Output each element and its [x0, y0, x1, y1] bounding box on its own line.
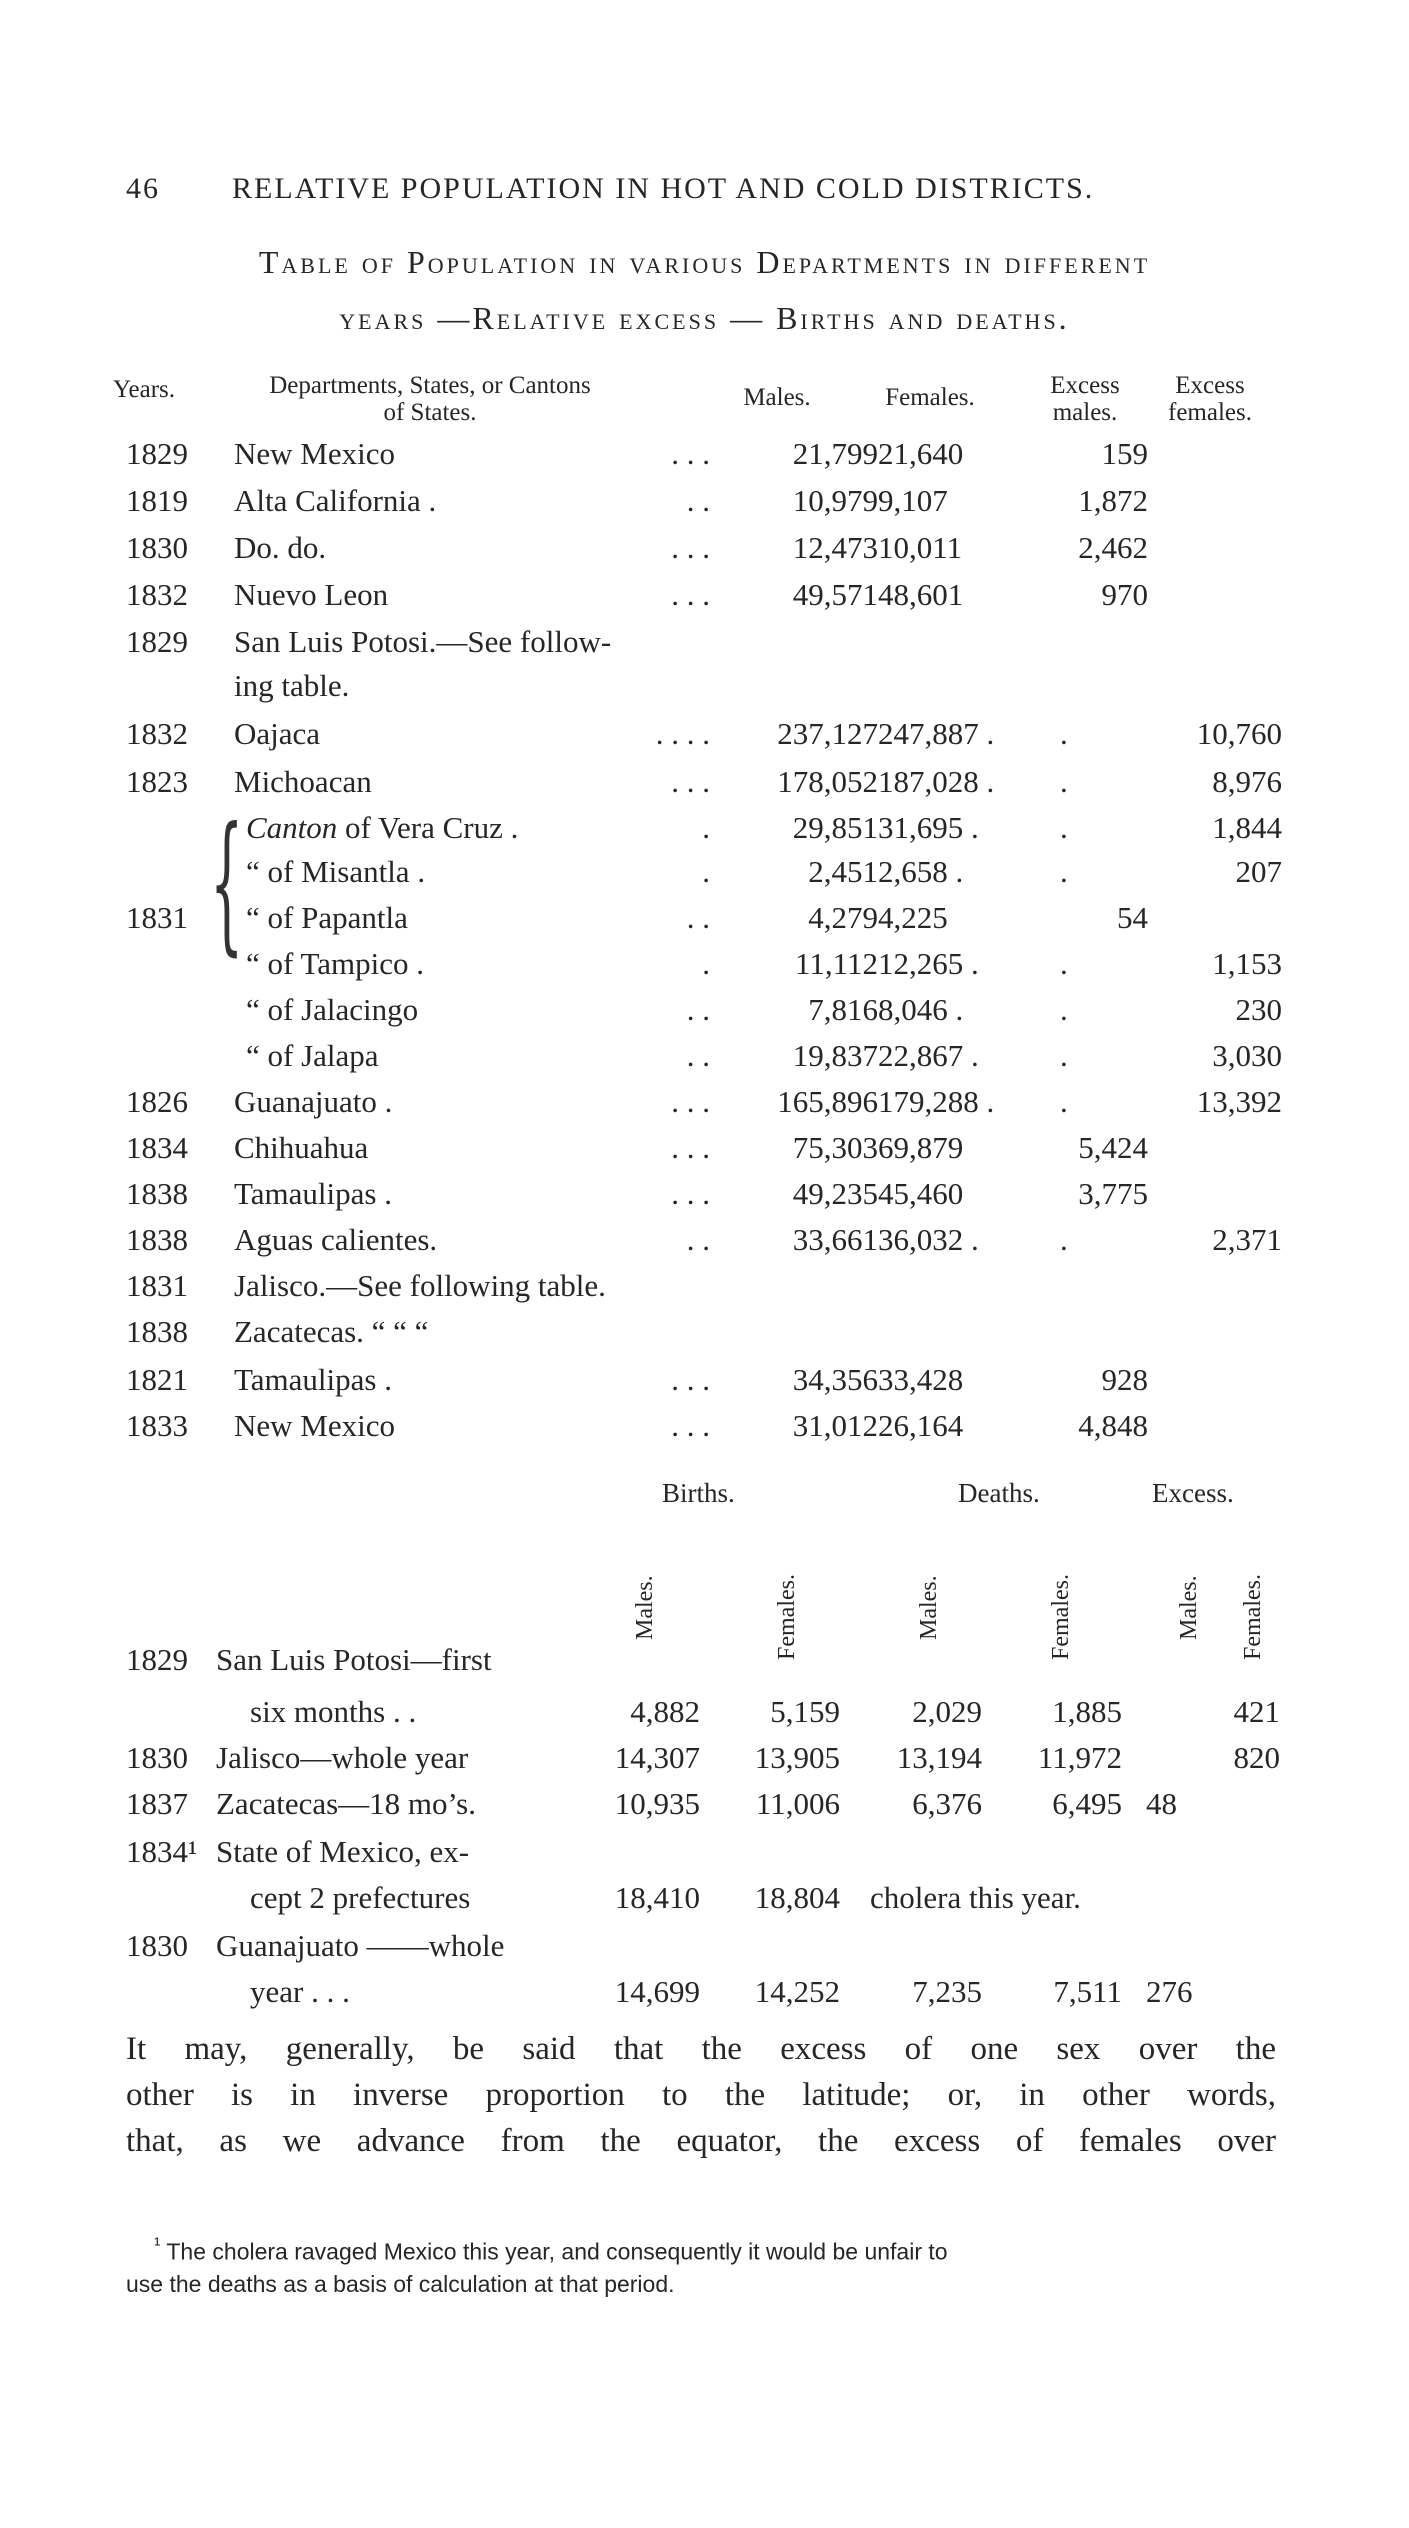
row-deaths-females: 7,511 [1053, 1974, 1122, 2009]
row-leader-dot: . [1060, 1222, 1068, 1257]
footnote-marker: ¹ [154, 2235, 161, 2256]
row-births-males: 4,882 [630, 1694, 700, 1729]
row-year: 1829 [126, 1642, 188, 1677]
row-females: 8,046 . [878, 992, 964, 1027]
row-description: State of Mexico, ex- [216, 1834, 470, 1869]
row-females: 31,695 . [878, 810, 979, 845]
col-header-excess-females-line2: females. [1168, 399, 1252, 426]
row-department: New Mexico [234, 436, 395, 471]
row-leader-dots: . . [686, 992, 710, 1027]
paragraph-line-2: other is in inverse proportion to the latitude; or, in other words, [126, 2077, 1276, 2113]
row-year: 1837 [126, 1786, 188, 1821]
row-deaths-females: 6,495 [1052, 1786, 1122, 1821]
row-department: Chihuahua [234, 1130, 369, 1165]
row-year: 1831 [126, 900, 188, 935]
row-females: 12,265 . [878, 946, 979, 981]
row-females: 2,658 . [878, 854, 964, 889]
row-year: 1821 [126, 1362, 188, 1397]
table-title-line-1: Table of Population in various Departments in different [258, 244, 1151, 280]
row-males: 2,451 [808, 854, 878, 889]
row-males: 4,279 [808, 900, 878, 935]
sub-header-excess-females: Females. [1240, 1574, 1266, 1660]
row-males: 75,303 [792, 1130, 878, 1165]
row-year: 1826 [126, 1084, 188, 1119]
row-males: 10,979 [792, 483, 878, 518]
row-leader-dots: . . . [671, 1084, 710, 1119]
row-excess-females: 820 [1233, 1740, 1280, 1775]
row-deaths-females: 1,885 [1052, 1694, 1122, 1729]
row-department: Tamaulipas . [234, 1176, 392, 1211]
row-year: 1830 [126, 1928, 188, 1963]
row-excess-females: 13,392 [1196, 1084, 1282, 1119]
row-females: 69,879 [878, 1130, 964, 1165]
col-header-years: Years. [112, 376, 176, 403]
row-excess-females: 3,030 [1212, 1038, 1282, 1073]
canton-label: Canton [246, 810, 338, 845]
row-leader-dots: . [702, 810, 710, 845]
paragraph-line-3: that, as we advance from the equator, the excess of females over [126, 2123, 1276, 2159]
row-description: six months . . [250, 1694, 417, 1729]
row-department: Michoacan [234, 764, 372, 799]
row-excess-males: 48 [1146, 1786, 1177, 1821]
row-description: San Luis Potosi—first [216, 1642, 492, 1677]
row-births-females: 18,804 [754, 1880, 840, 1915]
row-leader-dots: . [702, 854, 710, 889]
row-leader-dot: . [1060, 992, 1068, 1027]
row-leader-dot: . [1060, 946, 1068, 981]
row-excess-males: 159 [1101, 436, 1148, 471]
col-header-departments-line1: Departments, States, or Cantons [269, 372, 591, 399]
row-females: 10,011 [878, 530, 963, 565]
col-header-excess-males-line1: Excess [1050, 372, 1120, 399]
row-excess-females: 2,371 [1212, 1222, 1282, 1257]
row-females: 247,887 . [878, 716, 995, 751]
row-excess-males: 276 [1146, 1974, 1193, 2009]
row-leader-dots: . . [686, 483, 710, 518]
row-births-males: 14,307 [614, 1740, 700, 1775]
group-header-births: Births. [662, 1478, 735, 1508]
row-females: 4,225 [878, 900, 948, 935]
row-females: 9,107 [878, 483, 948, 518]
row-leader-dots: . [702, 946, 710, 981]
row-leader-dot: . [1060, 854, 1068, 889]
row-leader-dot: . [1060, 764, 1068, 799]
row-leader-dots: . . . . [655, 716, 710, 751]
row-excess-females: 10,760 [1196, 716, 1282, 751]
row-department: Jalisco.—See following table. [234, 1268, 606, 1303]
row-males: 11,112 [795, 946, 878, 981]
row-year: 1831 [126, 1268, 188, 1303]
row-excess-males: 2,462 [1078, 530, 1148, 565]
row-department: “ of Misantla . [246, 854, 426, 889]
row-leader-dots: . . . [671, 1130, 710, 1165]
row-excess-males: 54 [1117, 900, 1148, 935]
row-males: 34,356 [792, 1362, 878, 1397]
row-year: 1829 [126, 436, 188, 471]
row-deaths-females: 11,972 [1037, 1740, 1122, 1775]
page-number: 46 [126, 172, 160, 205]
row-department: Guanajuato . [234, 1084, 393, 1119]
row-leader-dots: . . . [671, 1362, 710, 1397]
body-paragraph [126, 2026, 1276, 2164]
row-males: 178,052 [777, 764, 878, 799]
row-excess-males: 970 [1101, 577, 1148, 612]
row-department: Do. do. [234, 530, 327, 565]
row-description: Guanajuato ——whole [216, 1928, 505, 1963]
row-department: ing table. [234, 668, 350, 703]
row-females: 187,028 . [878, 764, 995, 799]
row-department: Nuevo Leon [234, 577, 389, 612]
row-males: 29,851 [792, 810, 878, 845]
footnote-line-1: The cholera ravaged Mexico this year, and consequently it would be unfair to [166, 2238, 948, 2265]
row-excess-females: 207 [1235, 854, 1282, 889]
row-year: 1829 [126, 624, 188, 659]
row-department: Alta California . [234, 483, 437, 518]
row-year: 1823 [126, 764, 188, 799]
row-leader-dot: . [1060, 1038, 1068, 1073]
row-leader-dot: . [1060, 1084, 1068, 1119]
row-department: Tamaulipas . [234, 1362, 392, 1397]
row-births-females: 11,006 [755, 1786, 840, 1821]
row-excess-males: 1,872 [1078, 483, 1148, 518]
row-births-females: 13,905 [754, 1740, 840, 1775]
row-leader-dots: . . [686, 1038, 710, 1073]
row-department: San Luis Potosi.—See follow- [234, 624, 612, 659]
row-births-males: 14,699 [614, 1974, 700, 2009]
row-females: 26,164 [878, 1408, 964, 1443]
row-excess-males: 4,848 [1078, 1408, 1148, 1443]
row-excess-males: 3,775 [1078, 1176, 1148, 1211]
row-department: “ of Jalapa [246, 1038, 379, 1073]
row-description: year . . . [250, 1974, 350, 2009]
row-leader-dots: . . . [671, 577, 710, 612]
col-header-excess-males-line2: males. [1052, 399, 1118, 426]
row-females: 48,601 [878, 577, 964, 612]
row-leader-dots: . . [686, 900, 710, 935]
col-header-males: Males. [743, 384, 811, 411]
footnote [126, 2230, 1276, 2300]
row-leader-dots: . . . [671, 1408, 710, 1443]
row-births-females: 5,159 [770, 1694, 840, 1729]
sub-header-births-males: Males. [632, 1575, 658, 1640]
sub-header-excess-males: Males. [1176, 1575, 1202, 1640]
row-males: 165,896 [777, 1084, 878, 1119]
row-year: 1830 [126, 530, 188, 565]
row-year: 1832 [126, 716, 188, 751]
row-year: 1833 [126, 1408, 188, 1443]
row-males: 49,235 [792, 1176, 878, 1211]
row-year: 1838 [126, 1176, 188, 1211]
row-births-males: 10,935 [614, 1786, 700, 1821]
paragraph-line-1: It may, generally, be said that the excess of one sex over the [126, 2031, 1276, 2067]
row-department: “ of Jalacingo [246, 992, 419, 1027]
footnote-line-2: use the deaths as a basis of calculation at that period. [126, 2270, 675, 2297]
row-excess-females: 1,844 [1212, 810, 1282, 845]
row-females: 22,867 . [878, 1038, 979, 1073]
row-females: 33,428 [878, 1362, 964, 1397]
row-excess-males: 928 [1101, 1362, 1148, 1397]
row-males: 33,661 [792, 1222, 878, 1257]
row-year: 1834¹ [126, 1834, 198, 1869]
row-leader-dots: . . . [671, 1176, 710, 1211]
row-description: Zacatecas—18 mo’s. [216, 1786, 476, 1821]
row-department: New Mexico [234, 1408, 395, 1443]
col-header-departments-line2: of States. [383, 399, 477, 426]
row-excess-females: 8,976 [1212, 764, 1282, 799]
row-leader-dots: . . . [671, 764, 710, 799]
row-females: 45,460 [878, 1176, 964, 1211]
row-females: 21,640 [878, 436, 964, 471]
sub-header-births-females: Females. [774, 1574, 800, 1660]
row-leader-dots: . . . [671, 530, 710, 565]
sub-header-deaths-females: Females. [1048, 1574, 1074, 1660]
group-header-excess: Excess. [1152, 1478, 1234, 1508]
row-department: “ of Tampico . [246, 946, 425, 981]
row-year: 1838 [126, 1222, 188, 1257]
row-leader-dot: . [1060, 810, 1068, 845]
row-males: 31,012 [792, 1408, 878, 1443]
row-males: 49,571 [792, 577, 878, 612]
group-header-deaths: Deaths. [958, 1478, 1040, 1508]
row-females: 36,032 . [878, 1222, 979, 1257]
row-note: cholera this year. [870, 1880, 1081, 1915]
row-excess-females: 1,153 [1212, 946, 1282, 981]
row-department: Oajaca [234, 716, 321, 751]
row-description: cept 2 prefectures [250, 1880, 471, 1915]
row-leader-dots: . . [686, 1222, 710, 1257]
row-year: 1819 [126, 483, 188, 518]
row-births-females: 14,252 [754, 1974, 840, 2009]
table-title-line-2: years —Relative excess — Births and deaths. [339, 300, 1070, 336]
row-males: 21,799 [792, 436, 878, 471]
row-deaths-males: 7,235 [912, 1974, 982, 2009]
row-department: Zacatecas. “ “ “ [234, 1314, 429, 1349]
row-leader-dots: . . . [671, 436, 710, 471]
row-excess-females: 421 [1233, 1694, 1280, 1729]
row-year: 1838 [126, 1314, 188, 1349]
row-leader-dot: . [1060, 716, 1068, 751]
col-header-excess-females-line1: Excess [1175, 372, 1245, 399]
row-department: Canton of Vera Cruz . [246, 810, 519, 845]
col-header-females: Females. [885, 384, 975, 411]
row-excess-females: 230 [1235, 992, 1282, 1027]
row-year: 1834 [126, 1130, 188, 1165]
sub-header-deaths-males: Males. [916, 1575, 942, 1640]
row-year: 1832 [126, 577, 188, 612]
row-females: 179,288 . [878, 1084, 995, 1119]
row-births-males: 18,410 [614, 1880, 700, 1915]
row-excess-males: 5,424 [1078, 1130, 1148, 1165]
row-department: “ of Papantla [246, 900, 408, 935]
row-deaths-males: 2,029 [912, 1694, 982, 1729]
row-department: Aguas calientes. [234, 1222, 438, 1257]
row-deaths-males: 13,194 [896, 1740, 982, 1775]
curly-brace-icon: { [210, 796, 244, 970]
row-males: 19,837 [792, 1038, 878, 1073]
row-description: Jalisco—whole year [216, 1740, 469, 1775]
row-males: 7,816 [808, 992, 878, 1027]
row-males: 12,473 [792, 530, 878, 565]
running-title: RELATIVE POPULATION IN HOT AND COLD DISTRICTS. [232, 172, 1095, 205]
row-year: 1830 [126, 1740, 188, 1775]
row-males: 237,127 [777, 716, 878, 751]
row-deaths-males: 6,376 [912, 1786, 982, 1821]
